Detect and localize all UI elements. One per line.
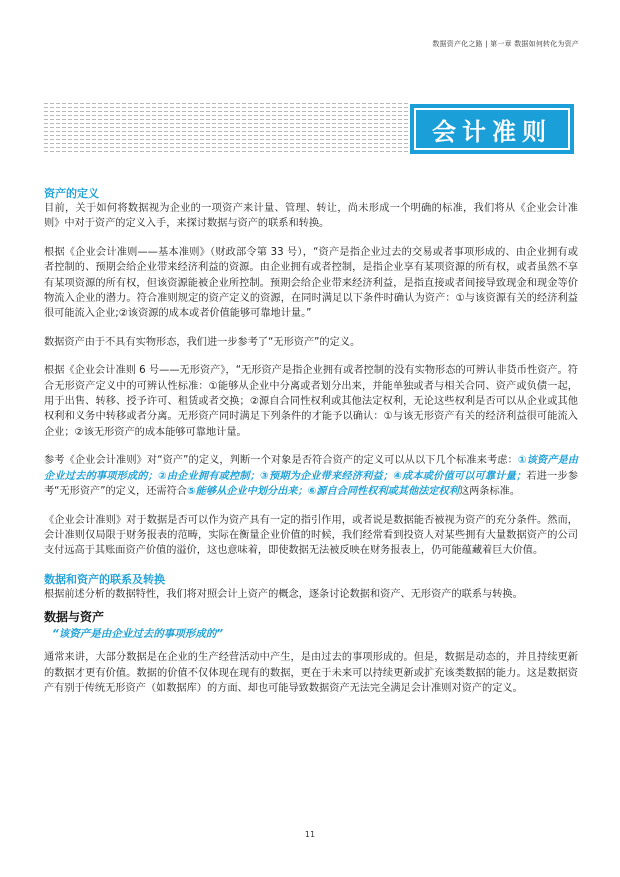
paragraph-intangible-standard: 根据《企业会计准则 6 号——无形资产》，“无形资产是指企业拥有或者控制的没有实物形态的可辨认非货币性资产。符合无形资产定义中的可辨认性标准：①能够从企业中分离或者划分出来，并能单独或者与相关合同、资产或负债一起，用于出售、转移、授予许可、租赁或者交换；②源自合同性权利或其他法定权利，无论这些权利是否可以从企业或其他权利和义务中转移或者分离。无形资产同时满足下列条件的才能予以确认：①与该无形资产有关的经济利益很可能流入企业；②该无形资产的成本能够可靠地计量。 (44, 365, 578, 438)
decorative-stripes (44, 103, 410, 155)
criteria-text-a: 参考《企业会计准则》对“资产”的定义，判断一个对象是否符合资产的定义可以从以下几个标准来考虑： (44, 455, 518, 467)
paragraph-criteria (44, 453, 578, 499)
criteria-text-b: 若进一步参考“无形资产”的定义，还需符合 (44, 470, 579, 498)
paragraph-relation: 根据前述分析的数据特性，我们将对照会计上资产的概念，逐条讨论数据和资产、无形资产的联系与转换。 (44, 588, 523, 600)
paragraph-intangible-ref: 数据资产由于不具有实物形态，我们进一步参考了“无形资产”的定义。 (44, 336, 361, 348)
page-content (44, 186, 578, 709)
criteria-highlight-2: ⑤能够从企业中划分出来；⑥源自合同性权利或其他法定权利 (187, 486, 459, 498)
paragraph-basic-standard: 根据《企业会计准则——基本准则》（财政部令第 33 号），“资产是指企业过去的交易或者事项形成的、由企业拥有或者控制的、预期会给企业带来经济利益的资源。由企业拥有或者控制，是指企业享有某项资源的所有权，或者虽然不享有某项资源的所有权，但该资源能被企业所控制。预期会给企业带来经济利益，是指直接或者间接导致现金和现金等价物流入企业的潜力。符合准则规定的资产定义的资源，在同时满足以下条件时确认为资产：①与该资源有关的经济利益很可能流入企业;②该资源的成本或者价值能够可靠地计量。” (44, 246, 578, 320)
paragraph-intro: 目前，关于如何将数据视为企业的一项资产来计量、管理、转让，尚未形成一个明确的标准，我们将从《企业会计准则》中对于资产的定义入手，来探讨数据与资产的联系和转换。 (44, 203, 578, 230)
section-title: 会计准则 (414, 108, 570, 150)
criteria-text-c: 这两条标准。 (458, 486, 521, 498)
criteria-highlight-1: ①该资产是由企业过去的事项形成的；②由企业拥有或控制；③预期为企业带来经济利益；④成本或价值可以可靠计量； (44, 455, 578, 482)
paragraph-guidance: 《企业会计准则》对于数据是否可以作为资产具有一定的指引作用，或者说是数据能否被视为资产的充分条件。然而，会计准则仅局限于财务报表的范畴，实际在衡量企业价值的时候，我们经常看到投资人对某些拥有大量数据资产的公司支付远高于其账面资产价值的溢价，这也意味着，即使数据无法被反映在财务报表上，仍可能蕴藏着巨大价值。 (44, 514, 578, 557)
section-title-box (410, 104, 574, 154)
paragraph-data-dynamics: 通常来讲，大部分数据是在企业的生产经营活动中产生，是由过去的事项形成的。但是，数据是动态的，并且持续更新的数据才更有价值。数据的价值不仅体现在现有的数据，更在于未来可以持续更新或扩充该类数据的能力。这是数据资产有别于传统无形资产（如数据库）的方面、却也可能导致数据资产无法完全满足会计准则对资产的定义。 (44, 652, 578, 694)
heading-data-and-asset: 数据与资产 (44, 610, 105, 625)
heading-asset-definition: 资产的定义 (44, 187, 99, 200)
heading-data-asset-relation: 数据和资产的联系及转换 (44, 572, 165, 586)
page-number: 11 (304, 830, 316, 839)
criterion-quote: “该资产是由企业过去的事项形成的” (52, 628, 224, 641)
running-header: 数据资产化之路 | 第一章 数据如何转化为资产 (432, 40, 579, 48)
